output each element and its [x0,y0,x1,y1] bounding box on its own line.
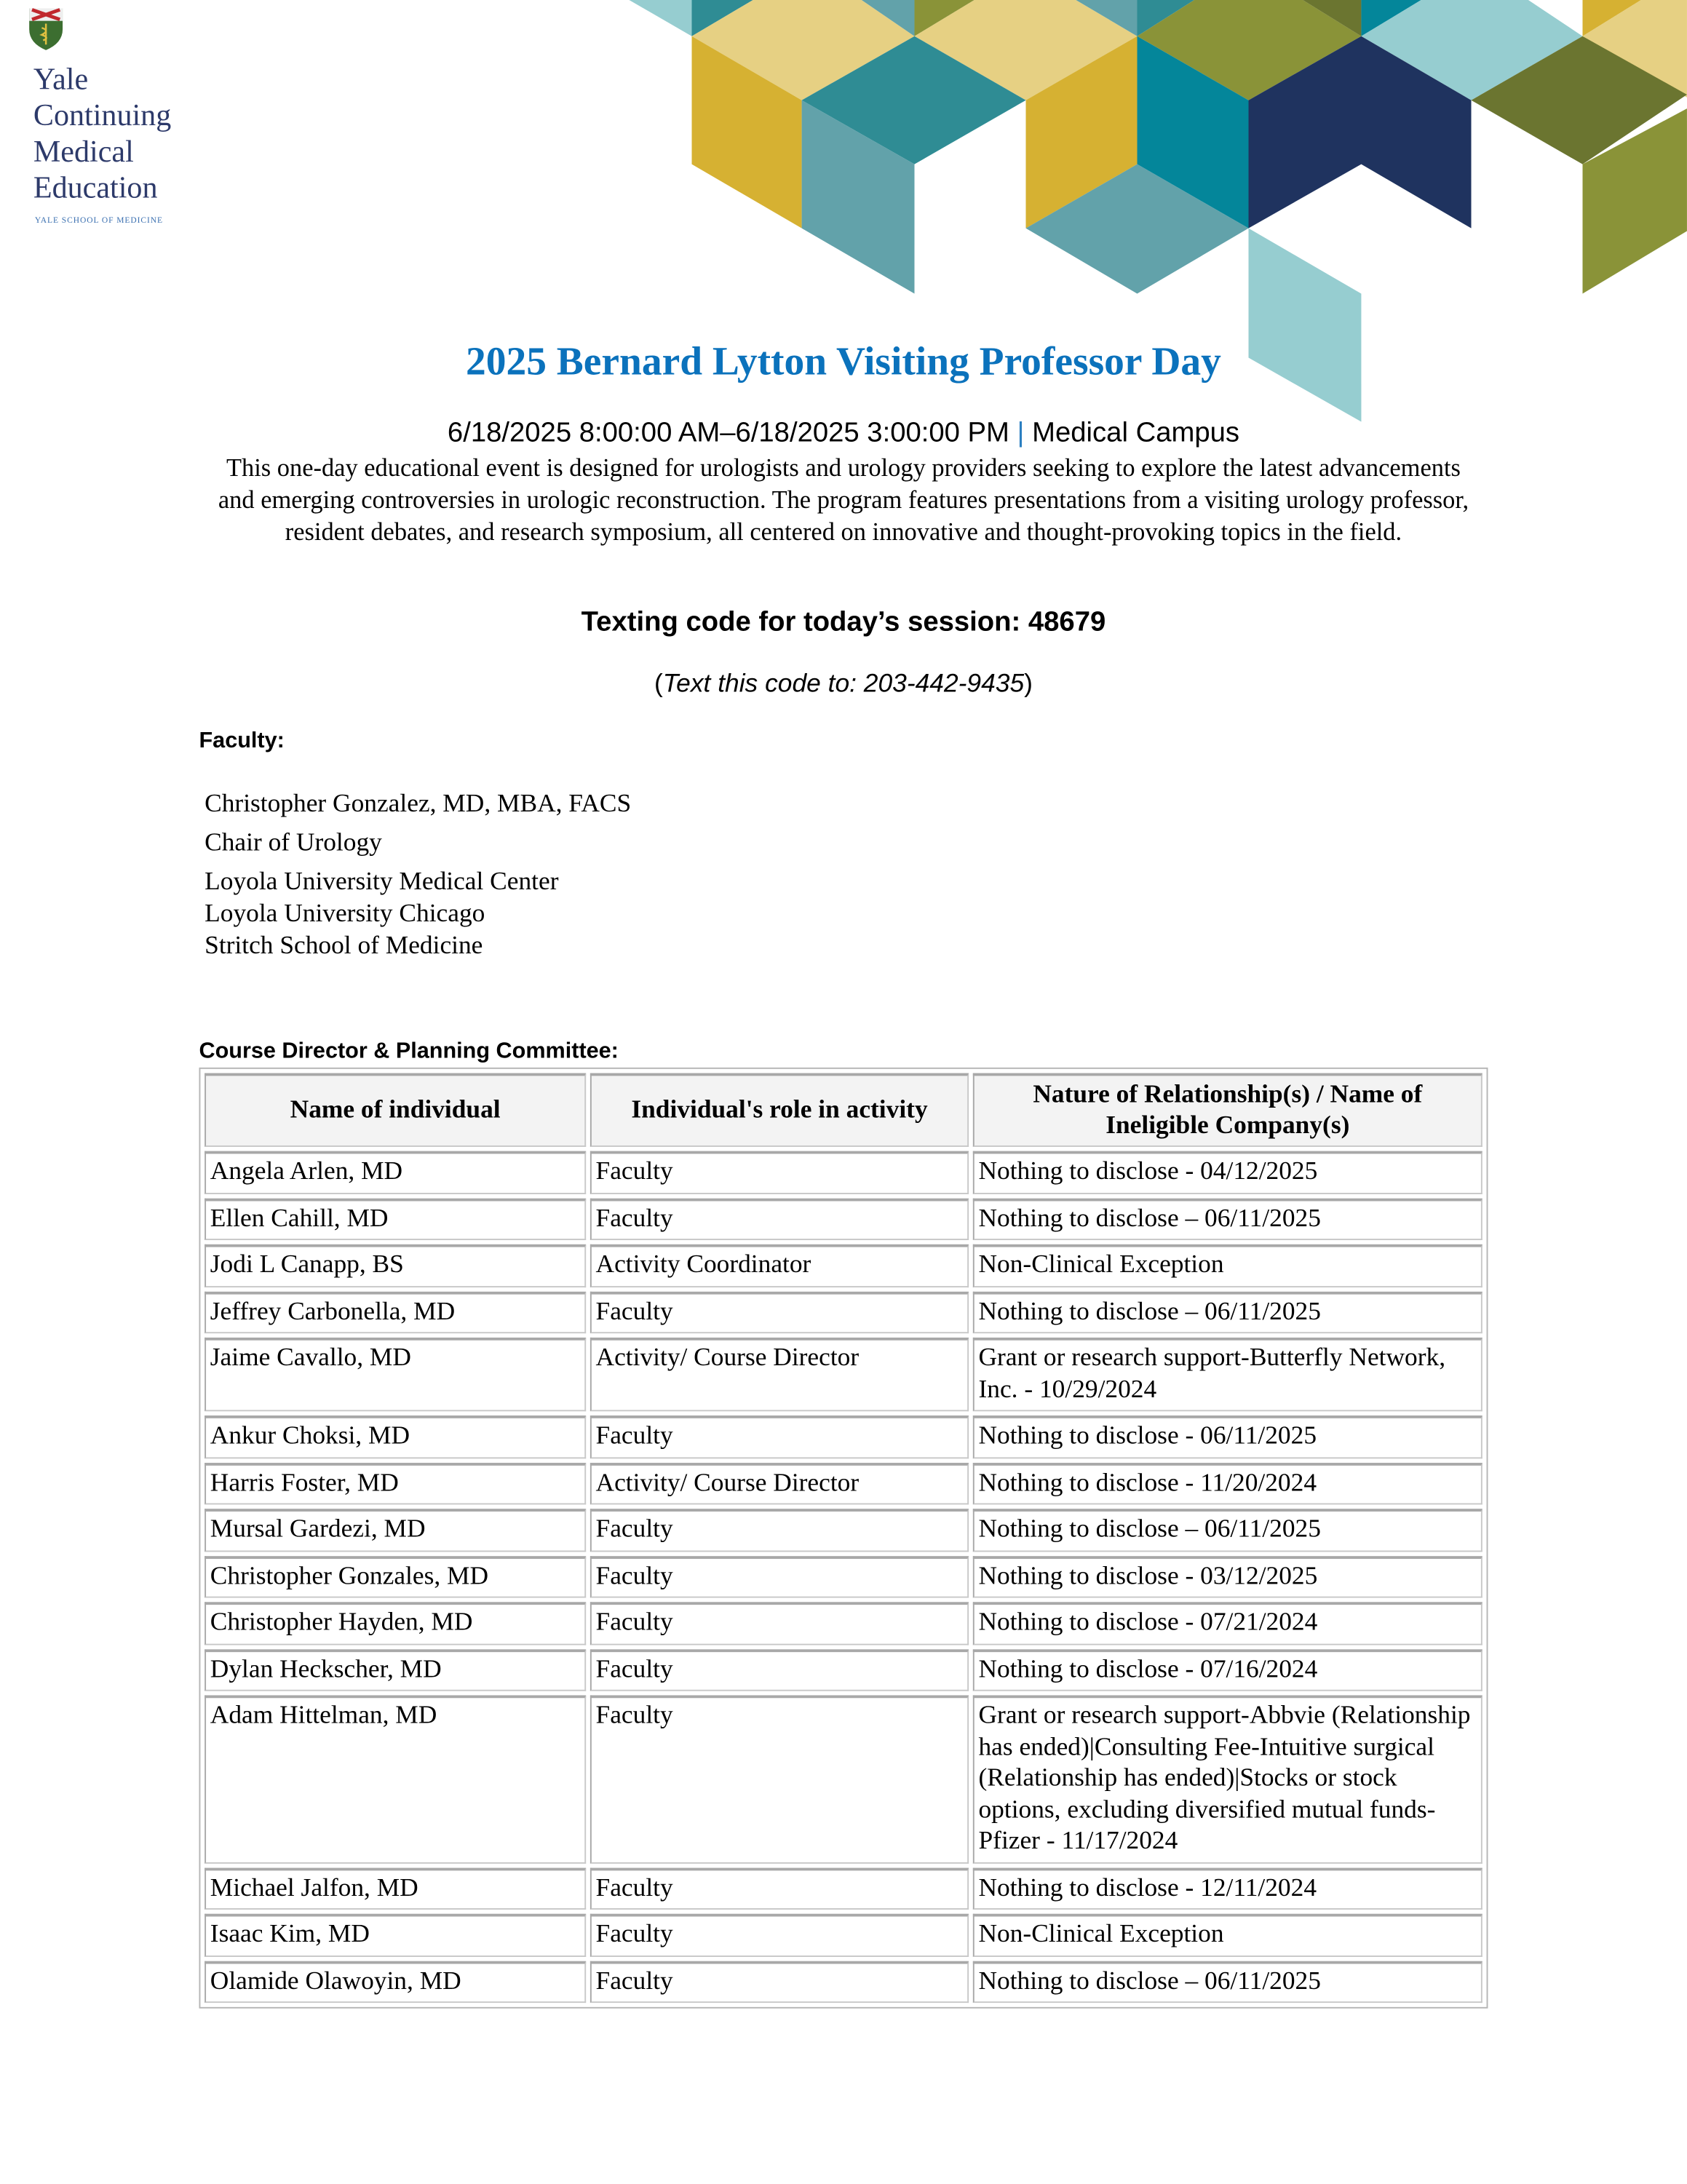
table-row [205,1291,1482,1333]
cell-relationship: Nothing to disclose - 07/21/2024 [973,1602,1482,1644]
cell-relationship: Grant or research support-Butterfly Network, Inc. - 10/29/2024 [973,1338,1482,1411]
cell-name: Jodi L Canapp, BS [205,1244,586,1287]
cell-name: Michael Jalfon, MD [205,1867,586,1910]
cell-relationship: Nothing to disclose - 12/11/2024 [973,1867,1482,1910]
event-datetime: 6/18/2025 8:00:00 AM–6/18/2025 3:00:00 PM [447,417,1009,448]
cell-role: Activity Coordinator [590,1244,969,1287]
event-date-location [0,418,1687,450]
table-row [205,1648,1482,1691]
cell-name: Angela Arlen, MD [205,1151,586,1194]
table-row [205,1602,1482,1644]
table-row [205,1151,1482,1194]
cell-relationship: Non-Clinical Exception [973,1914,1482,1956]
separator: | [1017,417,1025,448]
table-row [205,1867,1482,1910]
cell-role: Faculty [590,1415,969,1458]
cell-role: Faculty [590,1695,969,1862]
faculty-line: Christopher Gonzalez, MD, MBA, FACS [205,790,632,819]
faculty-heading: Faculty: [199,729,285,753]
cell-relationship: Nothing to disclose - 03/12/2025 [973,1555,1482,1597]
cell-role: Faculty [590,1198,969,1240]
table-row [205,1914,1482,1956]
table-header-row [205,1073,1482,1147]
table-row [205,1509,1482,1551]
cell-name: Olamide Olawoyin, MD [205,1961,586,2003]
cell-role: Faculty [590,1867,969,1910]
table-row [205,1695,1482,1862]
cell-name: Isaac Kim, MD [205,1914,586,1956]
faculty-line: Loyola University Chicago [205,900,485,929]
cell-name: Adam Hittelman, MD [205,1695,586,1862]
event-title: 2025 Bernard Lytton Visiting Professor Day [466,339,1221,384]
faculty-info [205,789,631,963]
logo-line: Education [33,170,158,205]
paren: ( [654,668,663,698]
cell-name: Harris Foster, MD [205,1462,586,1504]
cell-name: Mursal Gardezi, MD [205,1509,586,1551]
logo-line: Medical [33,133,134,169]
committee-heading: Course Director & Planning Committee: [199,1039,619,1064]
table-row [205,1462,1482,1504]
disclosure-table [199,1068,1488,2009]
event-description: This one-day educational event is designed for urologists and urology providers seeking to explore the latest advancements and emerging controversies in urologic reconstruction. The program features presentations from a visiting urology professor, resident debates, and research symposium, all centered on innovative and thought-provoking topics in the field. [218,453,1469,546]
cell-relationship: Nothing to disclose – 06/11/2025 [973,1198,1482,1240]
cell-relationship: Nothing to disclose - 07/16/2024 [973,1648,1482,1691]
cell-relationship: Nothing to disclose - 06/11/2025 [973,1415,1482,1458]
cell-relationship: Nothing to disclose – 06/11/2025 [973,1509,1482,1551]
table-row [205,1415,1482,1458]
cell-role: Activity/ Course Director [590,1338,969,1411]
faculty-line: Stritch School of Medicine [205,932,483,961]
cell-relationship: Grant or research support-Abbvie (Relationship has ended)|Consulting Fee-Intuitive surgical (Relationship has ended)|Stocks or stock options, excluding diversified mutual funds-Pfizer - 11/17/2024 [973,1695,1482,1862]
cell-name: Dylan Heckscher, MD [205,1648,586,1691]
column-header: Individual's role in activity [590,1073,969,1147]
cell-role: Faculty [590,1509,969,1551]
cell-name: Jaime Cavallo, MD [205,1338,586,1411]
paren: ) [1024,668,1033,698]
cell-name: Jeffrey Carbonella, MD [205,1291,586,1333]
column-header: Nature of Relationship(s) / Name of Ineligible Company(s) [973,1073,1482,1147]
table-row [205,1338,1482,1411]
cell-name: Christopher Gonzales, MD [205,1555,586,1597]
logo-line: Continuing [33,97,172,132]
cell-role: Activity/ Course Director [590,1462,969,1504]
cell-role: Faculty [590,1648,969,1691]
faculty-line: Chair of Urology [205,829,382,858]
cell-relationship: Nothing to disclose – 06/11/2025 [973,1291,1482,1333]
logo-line: Yale [33,61,89,96]
faculty-line: Loyola University Medical Center [205,868,559,897]
cell-relationship: Nothing to disclose - 04/12/2025 [973,1151,1482,1194]
logo-subtitle: YALE SCHOOL OF MEDICINE [34,217,164,226]
texting-code: Texting code for today’s session: 48679 [581,606,1106,638]
cell-name: Ankur Choksi, MD [205,1415,586,1458]
cell-role: Faculty [590,1602,969,1644]
table-row [205,1244,1482,1287]
cell-relationship: Non-Clinical Exception [973,1244,1482,1287]
cell-relationship: Nothing to disclose - 11/20/2024 [973,1462,1482,1504]
yale-shield-icon [28,7,64,52]
cell-role: Faculty [590,1555,969,1597]
table-row [205,1198,1482,1240]
cell-name: Christopher Hayden, MD [205,1602,586,1644]
cell-role: Faculty [590,1961,969,2003]
cell-role: Faculty [590,1151,969,1194]
cell-name: Ellen Cahill, MD [205,1198,586,1240]
logo-wordmark [33,61,171,206]
table-row [205,1555,1482,1597]
texting-code-note [0,668,1687,699]
cell-role: Faculty [590,1914,969,1956]
cell-role: Faculty [590,1291,969,1333]
cell-relationship: Nothing to disclose – 06/11/2025 [973,1961,1482,2003]
event-location: Medical Campus [1032,417,1240,448]
code-instruction: Text this code to: 203-442-9435 [662,668,1025,698]
column-header: Name of individual [205,1073,586,1147]
table-row [205,1961,1482,2003]
